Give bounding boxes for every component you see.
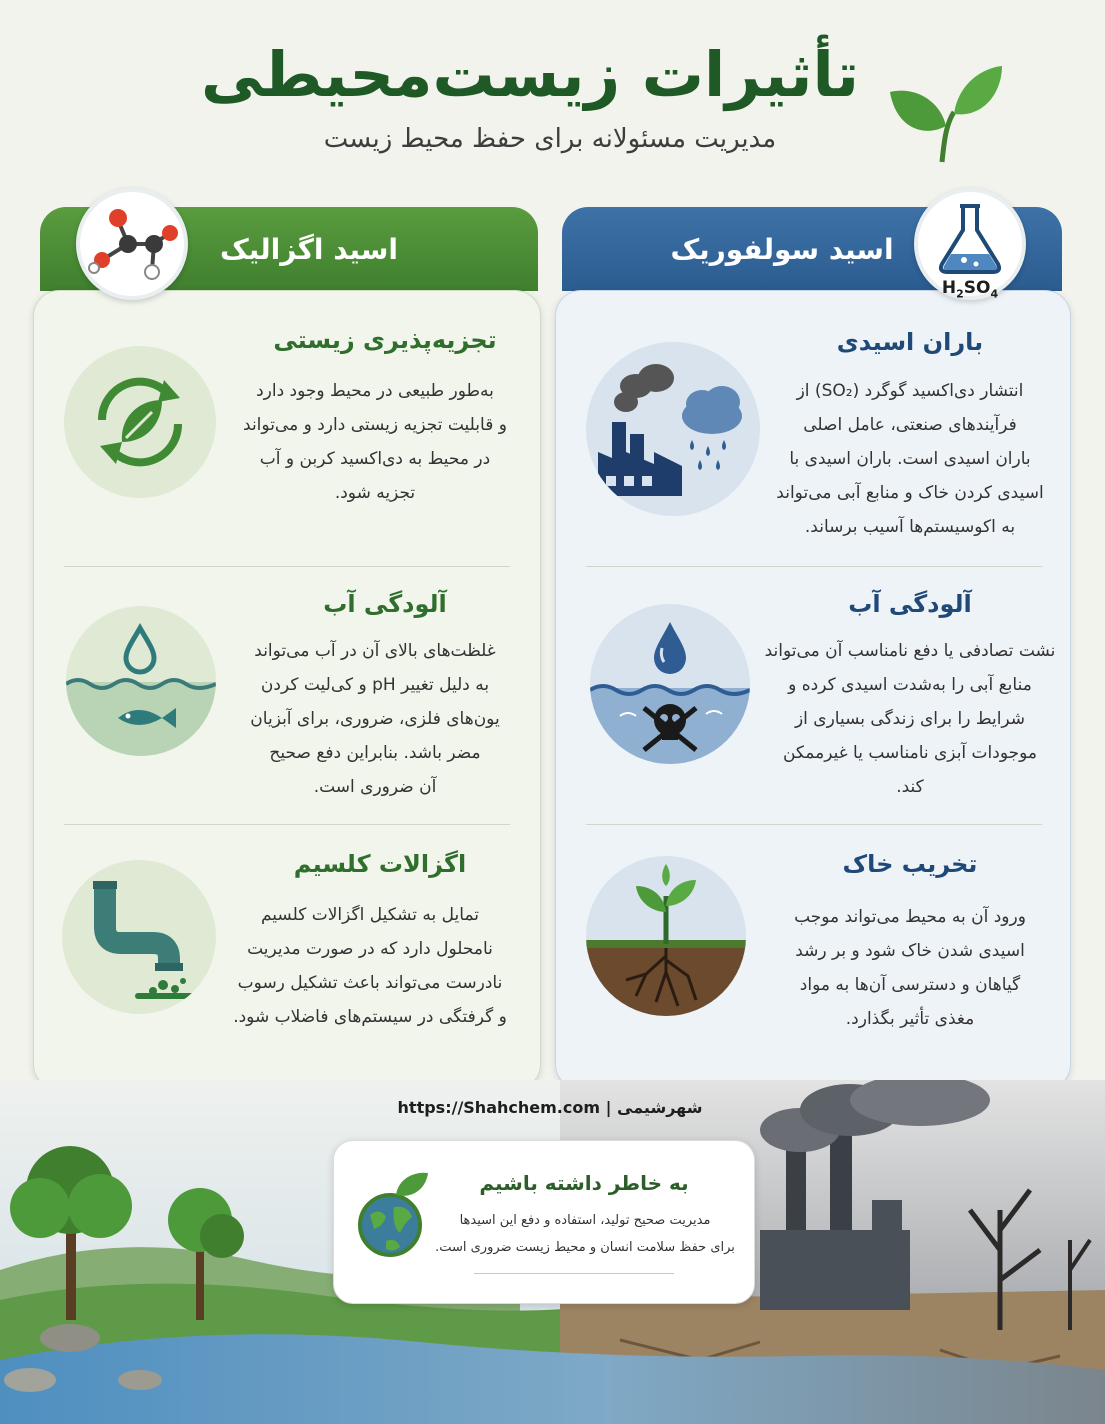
biodegradable-circle [64, 346, 216, 498]
website-url[interactable]: https://Shahchem.com [397, 1098, 601, 1117]
page-title: تأثیرات زیست‌محیطی [200, 38, 860, 111]
calcium-oxalate-circle [62, 860, 216, 1014]
divider [474, 1273, 674, 1274]
water-fish-icon [66, 606, 216, 756]
remember-text: مدیریت صحیح تولید، استفاده و دفع این اسیدها برای حفظ سلامت انسان و محیط زیست ضروری است. [435, 1213, 735, 1255]
website-line [300, 1098, 800, 1117]
soil-damage-circle [586, 856, 746, 1016]
oxalic-section-2-text: غلظت‌های بالای آن در آب می‌تواند به دلیل تغییر pH و کی‌لیت کردن یون‌های فلزی، ضروری، برای آبزیان مضر باشد. بنابراین دفع صحیح آن ضروری است. [250, 641, 500, 797]
oxalic-section-3-title: اگزالات کلسیم [293, 850, 467, 878]
sulfuric-section-3-title: تخریب خاک [842, 850, 978, 878]
divider [64, 566, 510, 567]
pipe-deposit-icon [69, 867, 209, 1007]
molecule-badge [76, 188, 188, 300]
sulfuric-section-1-text: انتشار دی‌اکسید گوگرد (SO₂) از فرآیندهای صنعتی، عامل اصلی باران اسیدی است. باران اسیدی با اسیدی کردن خاک و منابع آبی می‌تواند به اکوسیستم‌ها آسیب برساند. [776, 381, 1044, 537]
factory-rain-icon [586, 342, 760, 516]
globe-leaf-icon [356, 1171, 430, 1261]
molecule-icon [80, 192, 184, 296]
divider [586, 566, 1042, 567]
divider [64, 824, 510, 825]
water-pollution-circle [66, 606, 216, 756]
plant-soil-icon [586, 856, 746, 1016]
divider [586, 824, 1042, 825]
oxalic-section-2-title: آلودگی آب [323, 590, 447, 618]
oxalic-acid-title: اسید اگزالیک [220, 232, 398, 266]
sulfuric-section-1-title: باران اسیدی [836, 328, 984, 356]
flask-badge [914, 188, 1026, 300]
acid-rain-circle [586, 342, 760, 516]
recycle-leaf-icon [80, 362, 200, 482]
oxalic-section-1-title: تجزیه‌پذیری زیستی [273, 326, 497, 354]
remember-title: به خاطر داشته باشیم [479, 1171, 689, 1195]
sulfuric-acid-title: اسید سولفوریک [670, 232, 894, 266]
separator: | [605, 1098, 612, 1117]
oxalic-section-3-text: تمایل به تشکیل اگزالات کلسیم نامحلول دارد که در صورت مدیریت نادرست می‌تواند باعث تشکیل رسوب و گرفتگی در سیستم‌های فاضلاب شود. [233, 905, 507, 1027]
formula-label: $H_2SO_4$ [941, 278, 999, 301]
brand-name: شهرشیمی [617, 1098, 703, 1117]
sprout-leaves-icon [884, 62, 1004, 166]
water-skull-icon [590, 604, 750, 764]
acid-water-circle [590, 604, 750, 764]
remember-card [333, 1140, 755, 1304]
sulfuric-section-2-title: آلودگی آب [848, 590, 972, 618]
sulfuric-section-3-text: ورود آن به محیط می‌تواند موجب اسیدی شدن خاک شود و بر رشد گیاهان و دسترسی آن‌ها به مواد مغذی تأثیر بگذارد. [794, 907, 1026, 1029]
sulfuric-section-2-text: نشت تصادفی یا دفع نامناسب آن می‌تواند منابع آبی را به‌شدت اسیدی کرده و شرایط را برای زندگی بسیاری از موجودات آبزی نامناسب یا غیرممکن کند. [764, 641, 1056, 797]
oxalic-section-1-text: به‌طور طبیعی در محیط وجود دارد و قابلیت تجزیه زیستی دارد و می‌تواند در محیط به دی‌اکسید کربن و آب تجزیه شود. [243, 381, 507, 503]
page-subtitle: مدیریت مسئولانه برای حفظ محیط زیست [323, 124, 777, 154]
